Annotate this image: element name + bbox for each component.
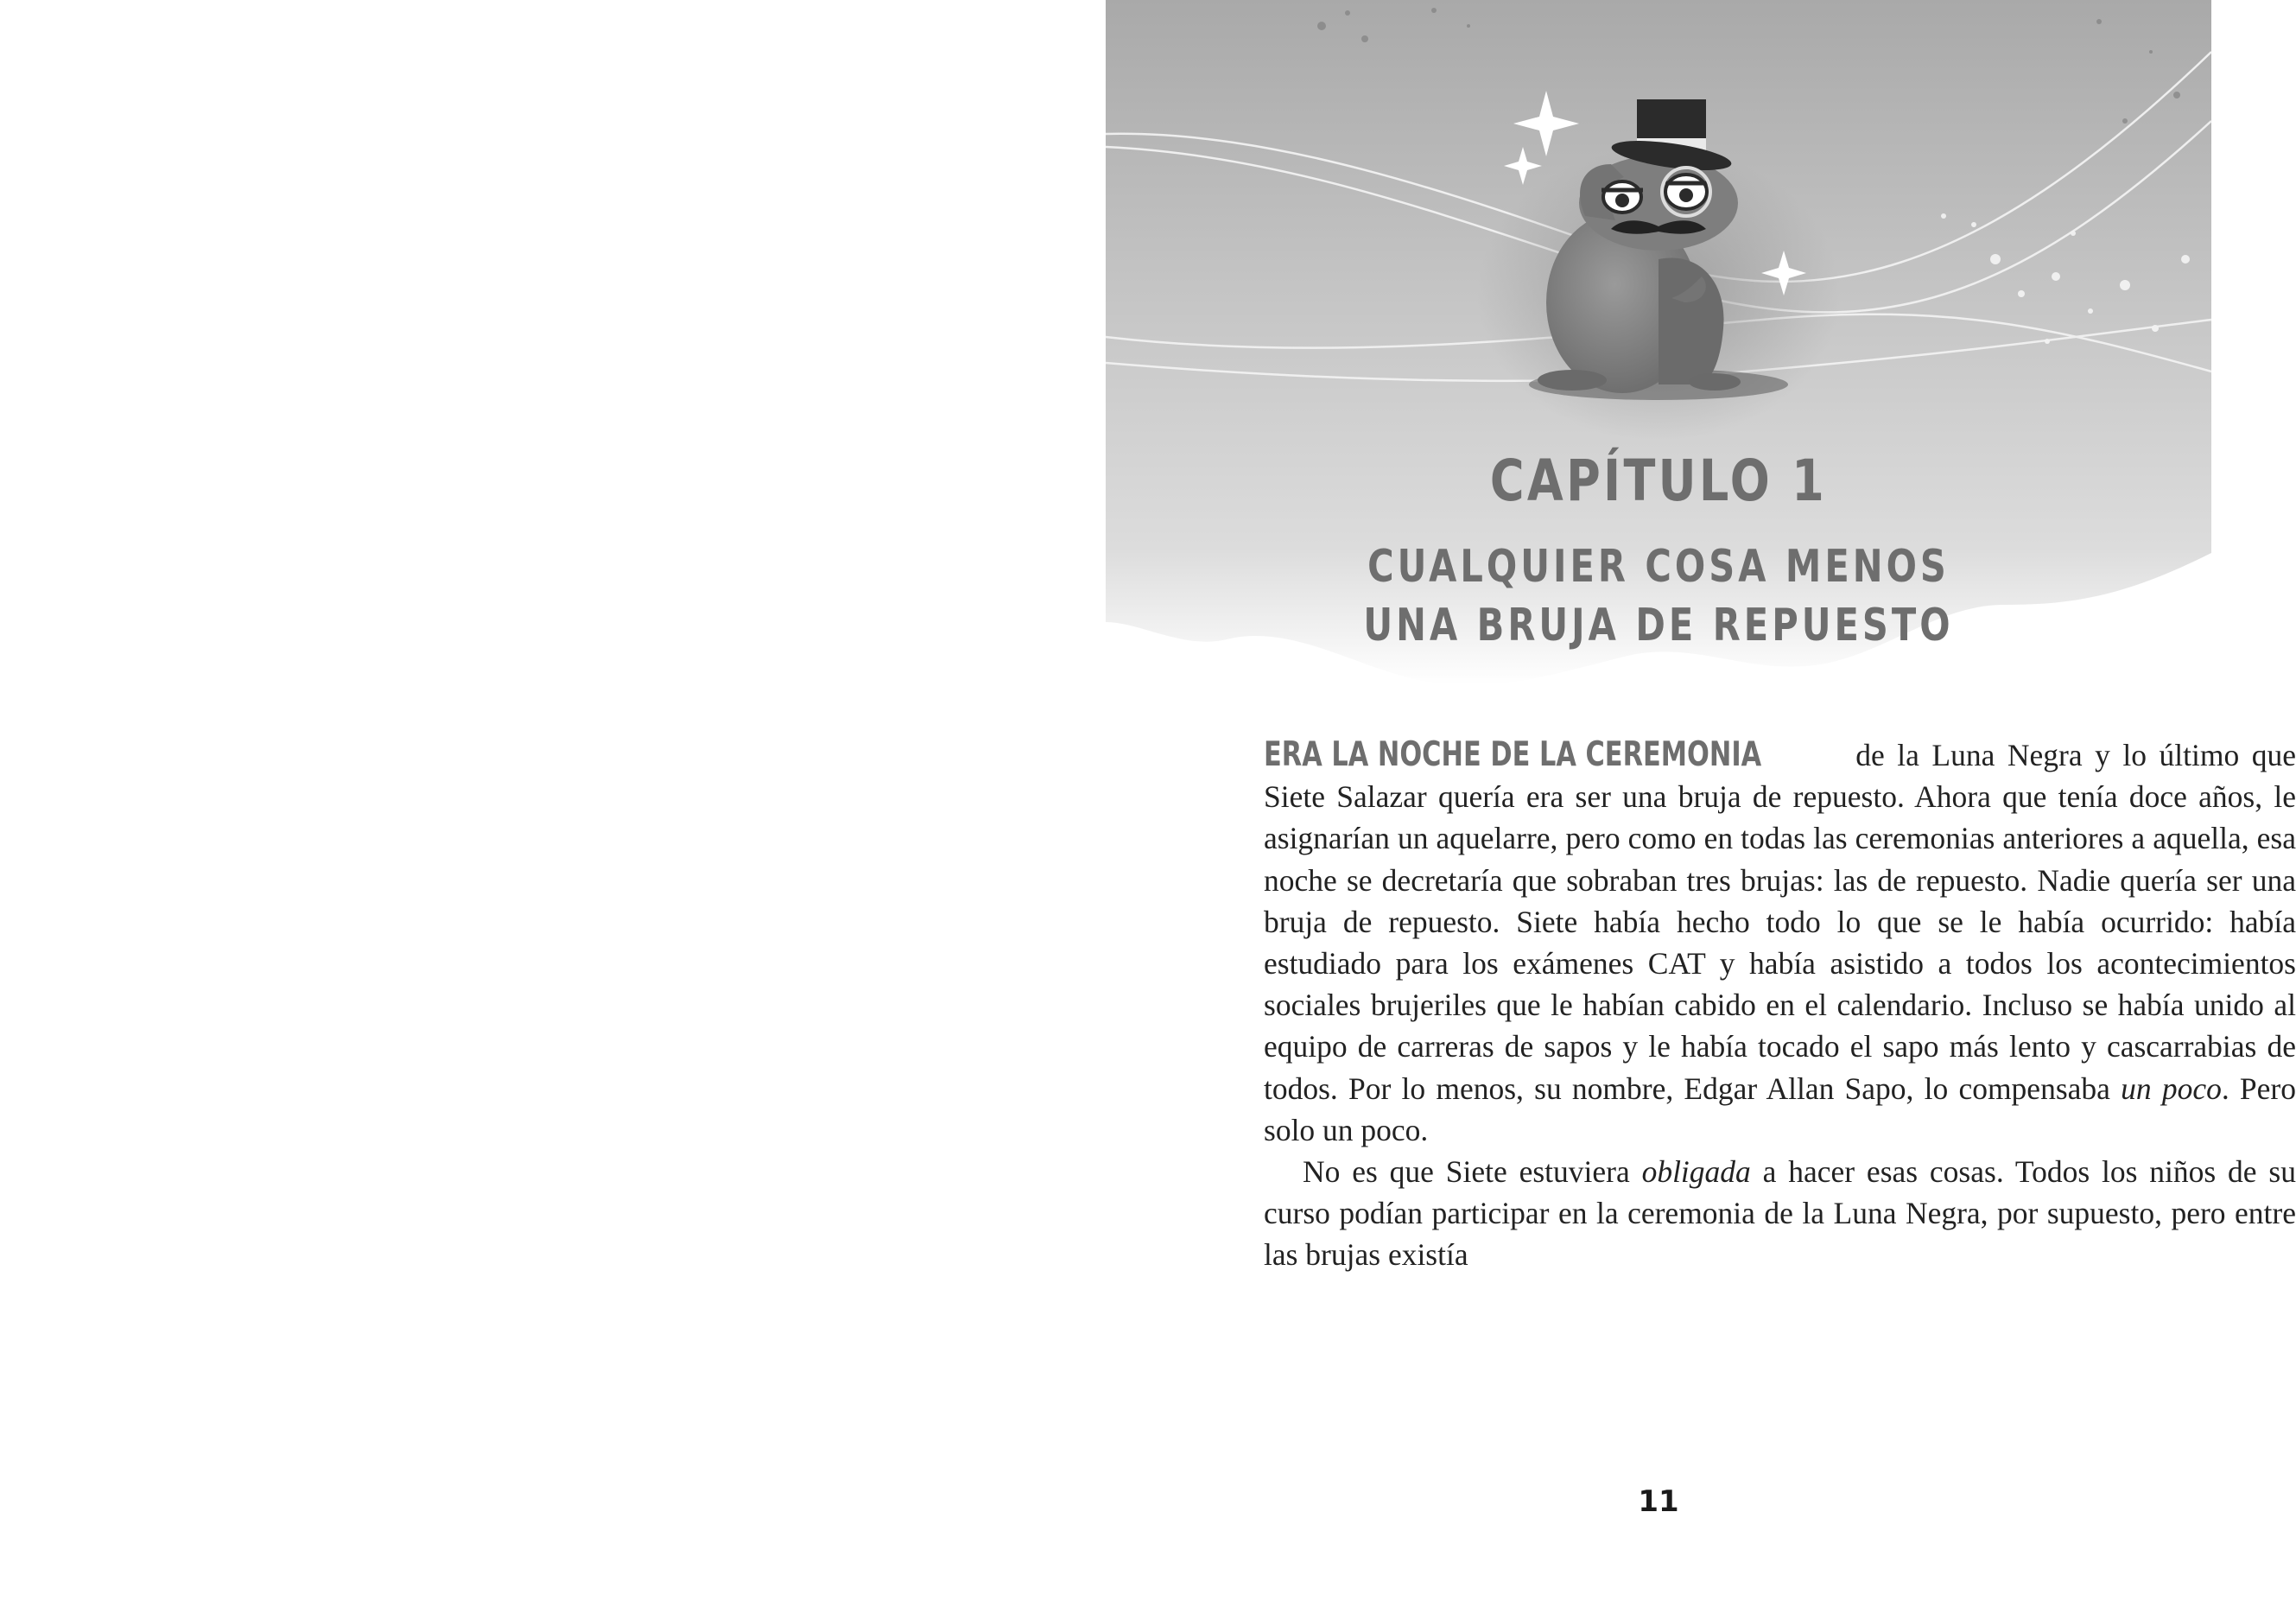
chapter-title [1216, 537, 2101, 655]
paragraph-1-italic: un poco [2121, 1070, 2222, 1106]
chapter-title-line-1: CUALQUIER COSA MENOS [1367, 541, 1950, 593]
right-page [1106, 0, 2296, 1620]
paragraph-1-text: de la Luna Negra y lo último que Siete Salazar quería era ser una bruja de repuesto. Ahora que tenía doce años, le asignarían un aquelarre, pero como en todas las ceremonias anteriores a aquella, esa noche se decretaría que sobraban tres brujas: las de repuesto. Nadie quería ser una bruja de repuesto. Siete había hecho todo lo que se le había ocurrido: había estudiado para los exámenes CAT y había asistido a todos los acontecimientos sociales brujeriles que le habían cabido en el calendario. Incluso se había unido al equipo de carreras de sapos y le había tocado el sapo más lento y cascarrabias de todos. Por lo menos, su nombre, Edgar Allan Sapo, lo compensaba [1264, 738, 2296, 1106]
chapter-body-text [1264, 734, 2296, 1276]
lead-in-small-caps: ERA LA NOCHE DE LA CEREMONIA [1264, 735, 1762, 774]
page-number: 11 [1638, 1484, 1679, 1519]
paragraph-2-italic: obligada [1641, 1154, 1751, 1190]
paragraph-2-start: No es que Siete estuviera [1303, 1154, 1642, 1190]
left-page-blank [0, 0, 1106, 1620]
chapter-number: CAPÍTULO 1 [1489, 448, 1828, 514]
paragraph-1 [1264, 734, 2296, 1151]
paragraph-2-text: a hacer esas cosas. Todos los niños de su curso podían participar en la ceremonia de la Luna Negra, por supuesto, pero entre las brujas existía [1264, 1154, 2296, 1273]
paragraph-1-end: . Pero solo un poco. [1264, 1070, 2296, 1147]
chapter-title-line-2: UNA BRUJA DE REPUESTO [1363, 600, 1954, 651]
paragraph-2 [1264, 1151, 2296, 1276]
